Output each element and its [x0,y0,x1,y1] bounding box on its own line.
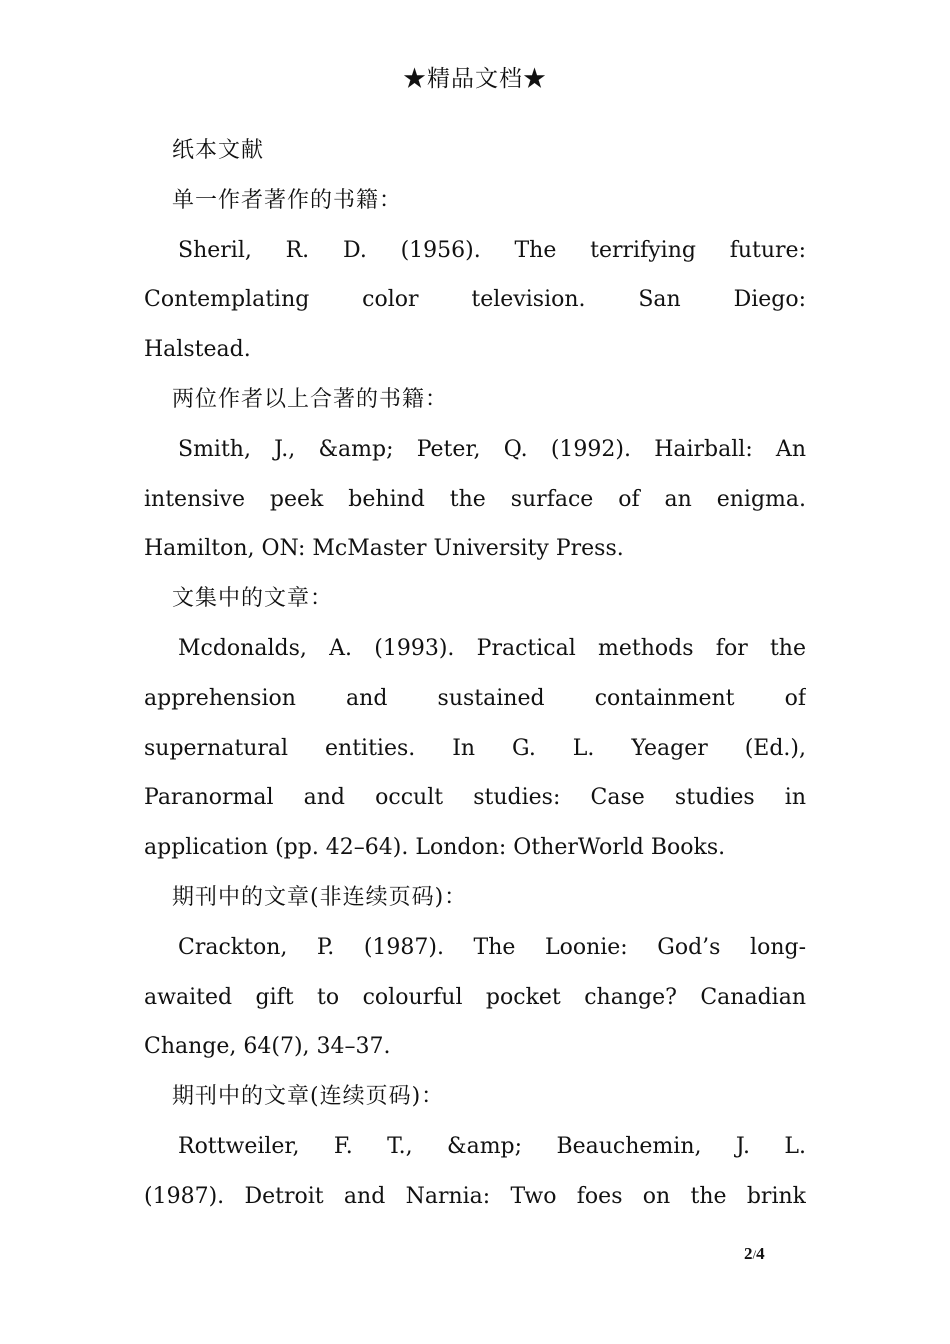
document-body [144,129,806,1225]
section-title-paper: 纸本文献 [172,138,265,163]
heading-journal-noncontinuous: 期刊中的文章(非连续页码)： [172,884,468,910]
page-current: 2 [744,1244,753,1263]
heading-collection: 文集中的文章： [172,586,334,612]
heading-journal-continuous: 期刊中的文章(连续页码)： [172,1084,445,1110]
page-header-title: ★精品文档★ [403,66,547,92]
reference-line: (1987). Detroit and Narnia: Two foes on the brink [144,1183,806,1209]
page-total: 4 [756,1244,765,1263]
reference-line: awaited gift to colourful pocket change? Canadian [144,984,806,1010]
reference-line: Crackton, P. (1987). The Loonie: God’s long- [178,934,806,960]
page-separator: / [752,1247,757,1262]
reference-line: supernatural entities. In G. L. Yeager (Ed.), [144,735,806,761]
reference-line: apprehension and sustained containment of [144,685,806,711]
reference-line: Hamilton, ON: McMaster University Press. [144,536,624,562]
reference-line: Change, 64(7), 34–37. [144,1034,391,1060]
reference-line: Contemplating color television. San Diego: [144,287,806,313]
reference-line: Paranormal and occult studies: Case studies in [144,785,806,811]
reference-line: Smith, J., &amp; Peter, Q. (1992). Hairball: An [178,436,806,462]
page-number [744,1242,765,1267]
reference-line: Rottweiler, F. T., &amp; Beauchemin, J. L. [178,1133,806,1159]
reference-line: Sheril, R. D. (1956). The terrifying future: [178,237,806,263]
reference-line: intensive peek behind the surface of an enigma. [144,486,806,512]
reference-line: Halstead. [144,337,251,363]
heading-multi-author: 两位作者以上合著的书籍： [172,386,449,412]
heading-single-author: 单一作者著作的书籍： [172,187,403,213]
reference-line: Mcdonalds, A. (1993). Practical methods for the [178,635,806,661]
reference-line: application (pp. 42–64). London: OtherWorld Books. [144,835,726,861]
